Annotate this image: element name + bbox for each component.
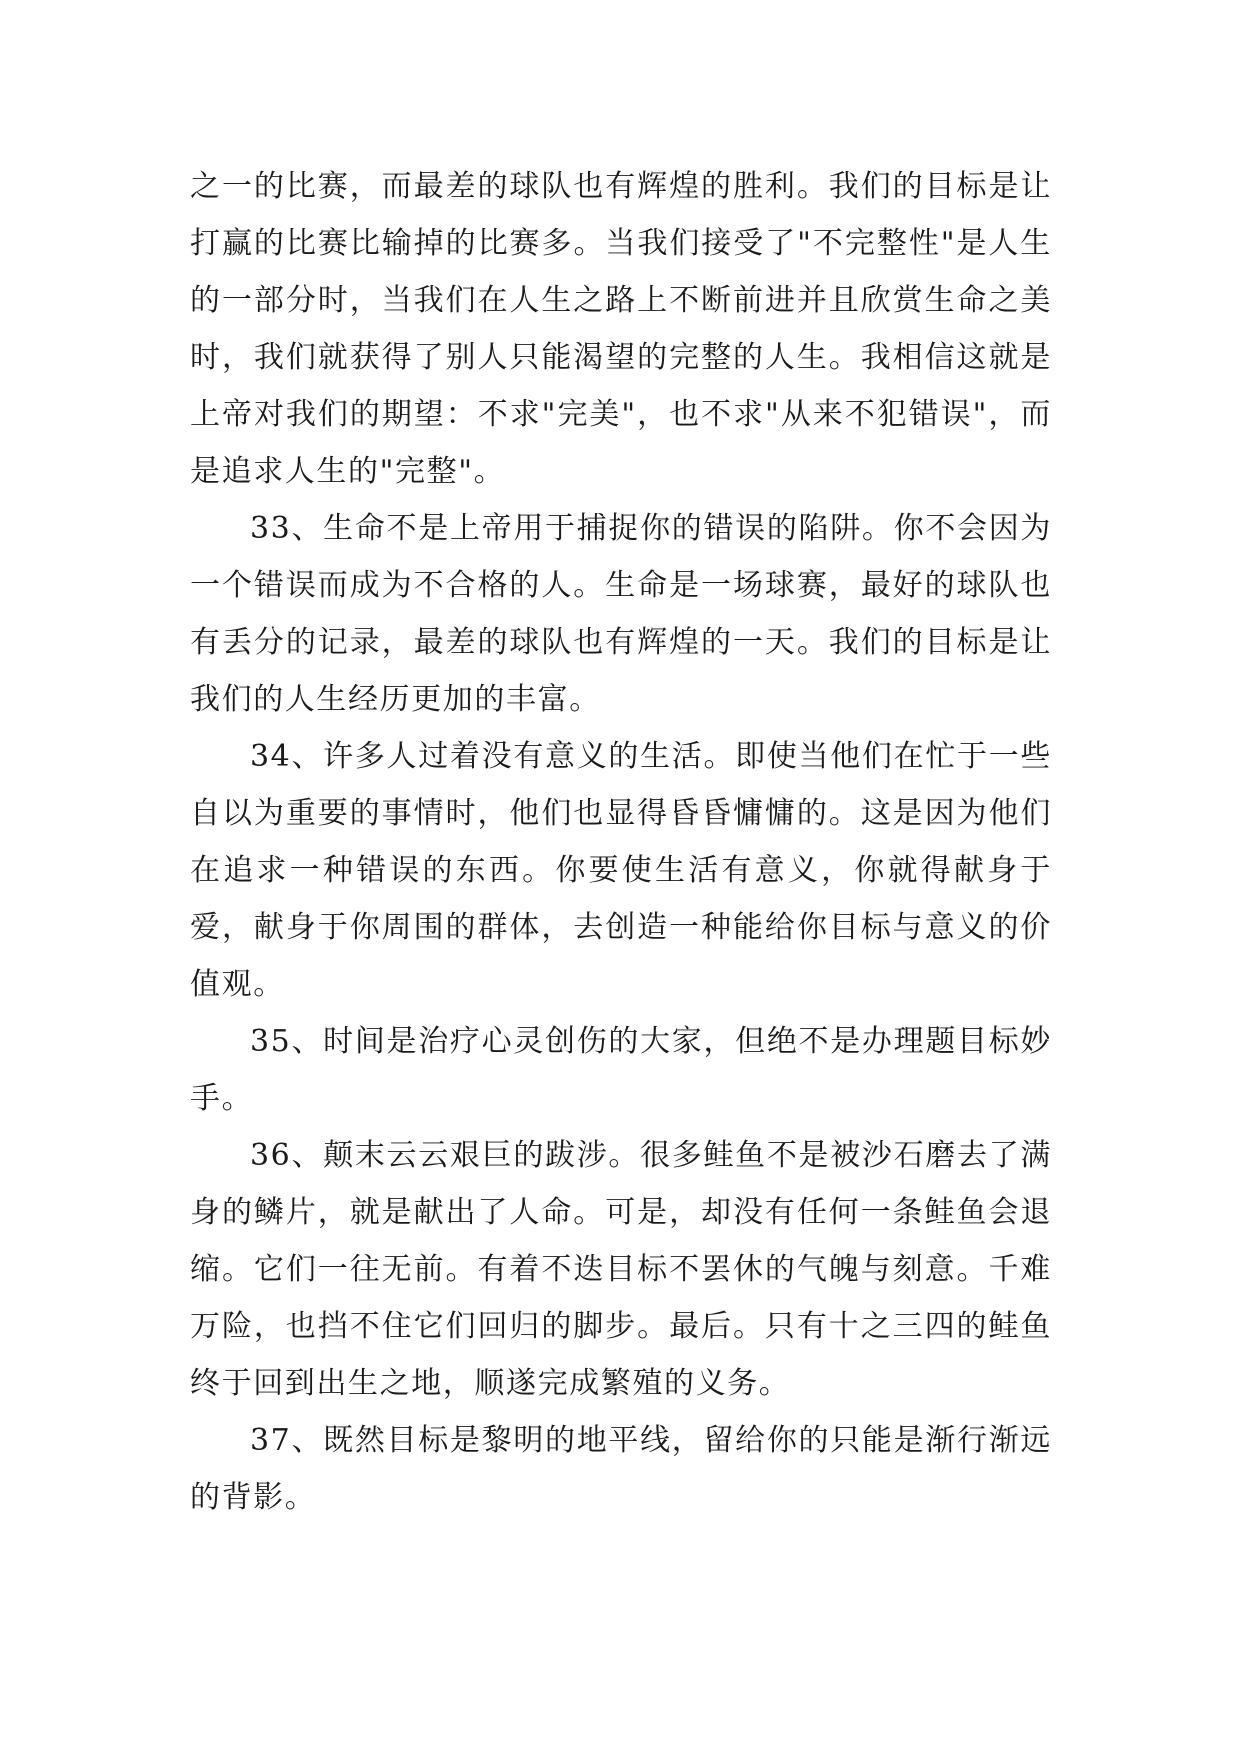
paragraph-35: 35、时间是治疗心灵创伤的大家，但绝不是办理题目标妙手。: [190, 1024, 1052, 1116]
paragraph-37: 37、既然目标是黎明的地平线，留给你的只能是渐行渐远的背影。: [190, 1423, 1052, 1515]
paragraph-continued: 之一的比赛，而最差的球队也有辉煌的胜利。我们的目标是让打赢的比赛比输掉的比赛多。当我们接受了"不完整性"是人生的一部分时，当我们在人生之路上不断前进并且欣赏生命之美时，我们就获得了别人只能渴望的完整的人生。我相信这就是上帝对我们的期望：不求"完美"，也不求"从来不犯错误"，而是追求人生的"完整"。: [190, 169, 1052, 489]
paragraph-34: 34、许多人过着没有意义的生活。即使当他们在忙于一些自以为重要的事情时，他们也显得昏昏慵慵的。这是因为他们在追求一种错误的东西。你要使生活有意义，你就得献身于爱，献身于你周围的群体，去创造一种能给你目标与意义的价值观。: [190, 739, 1052, 1002]
document-body: [190, 158, 1052, 1526]
paragraph-36: 36、颠末云云艰巨的跋涉。很多鲑鱼不是被沙石磨去了满身的鳞片，就是献出了人命。可是，却没有任何一条鲑鱼会退缩。它们一往无前。有着不迭目标不罢休的气魄与刻意。千难万险，也挡不住它们回归的脚步。最后。只有十之三四的鲑鱼终于回到出生之地，顺遂完成繁殖的义务。: [190, 1138, 1052, 1401]
paragraph-33: 33、生命不是上帝用于捕捉你的错误的陷阱。你不会因为一个错误而成为不合格的人。生命是一场球赛，最好的球队也有丢分的记录，最差的球队也有辉煌的一天。我们的目标是让我们的人生经历更加的丰富。: [190, 511, 1052, 717]
